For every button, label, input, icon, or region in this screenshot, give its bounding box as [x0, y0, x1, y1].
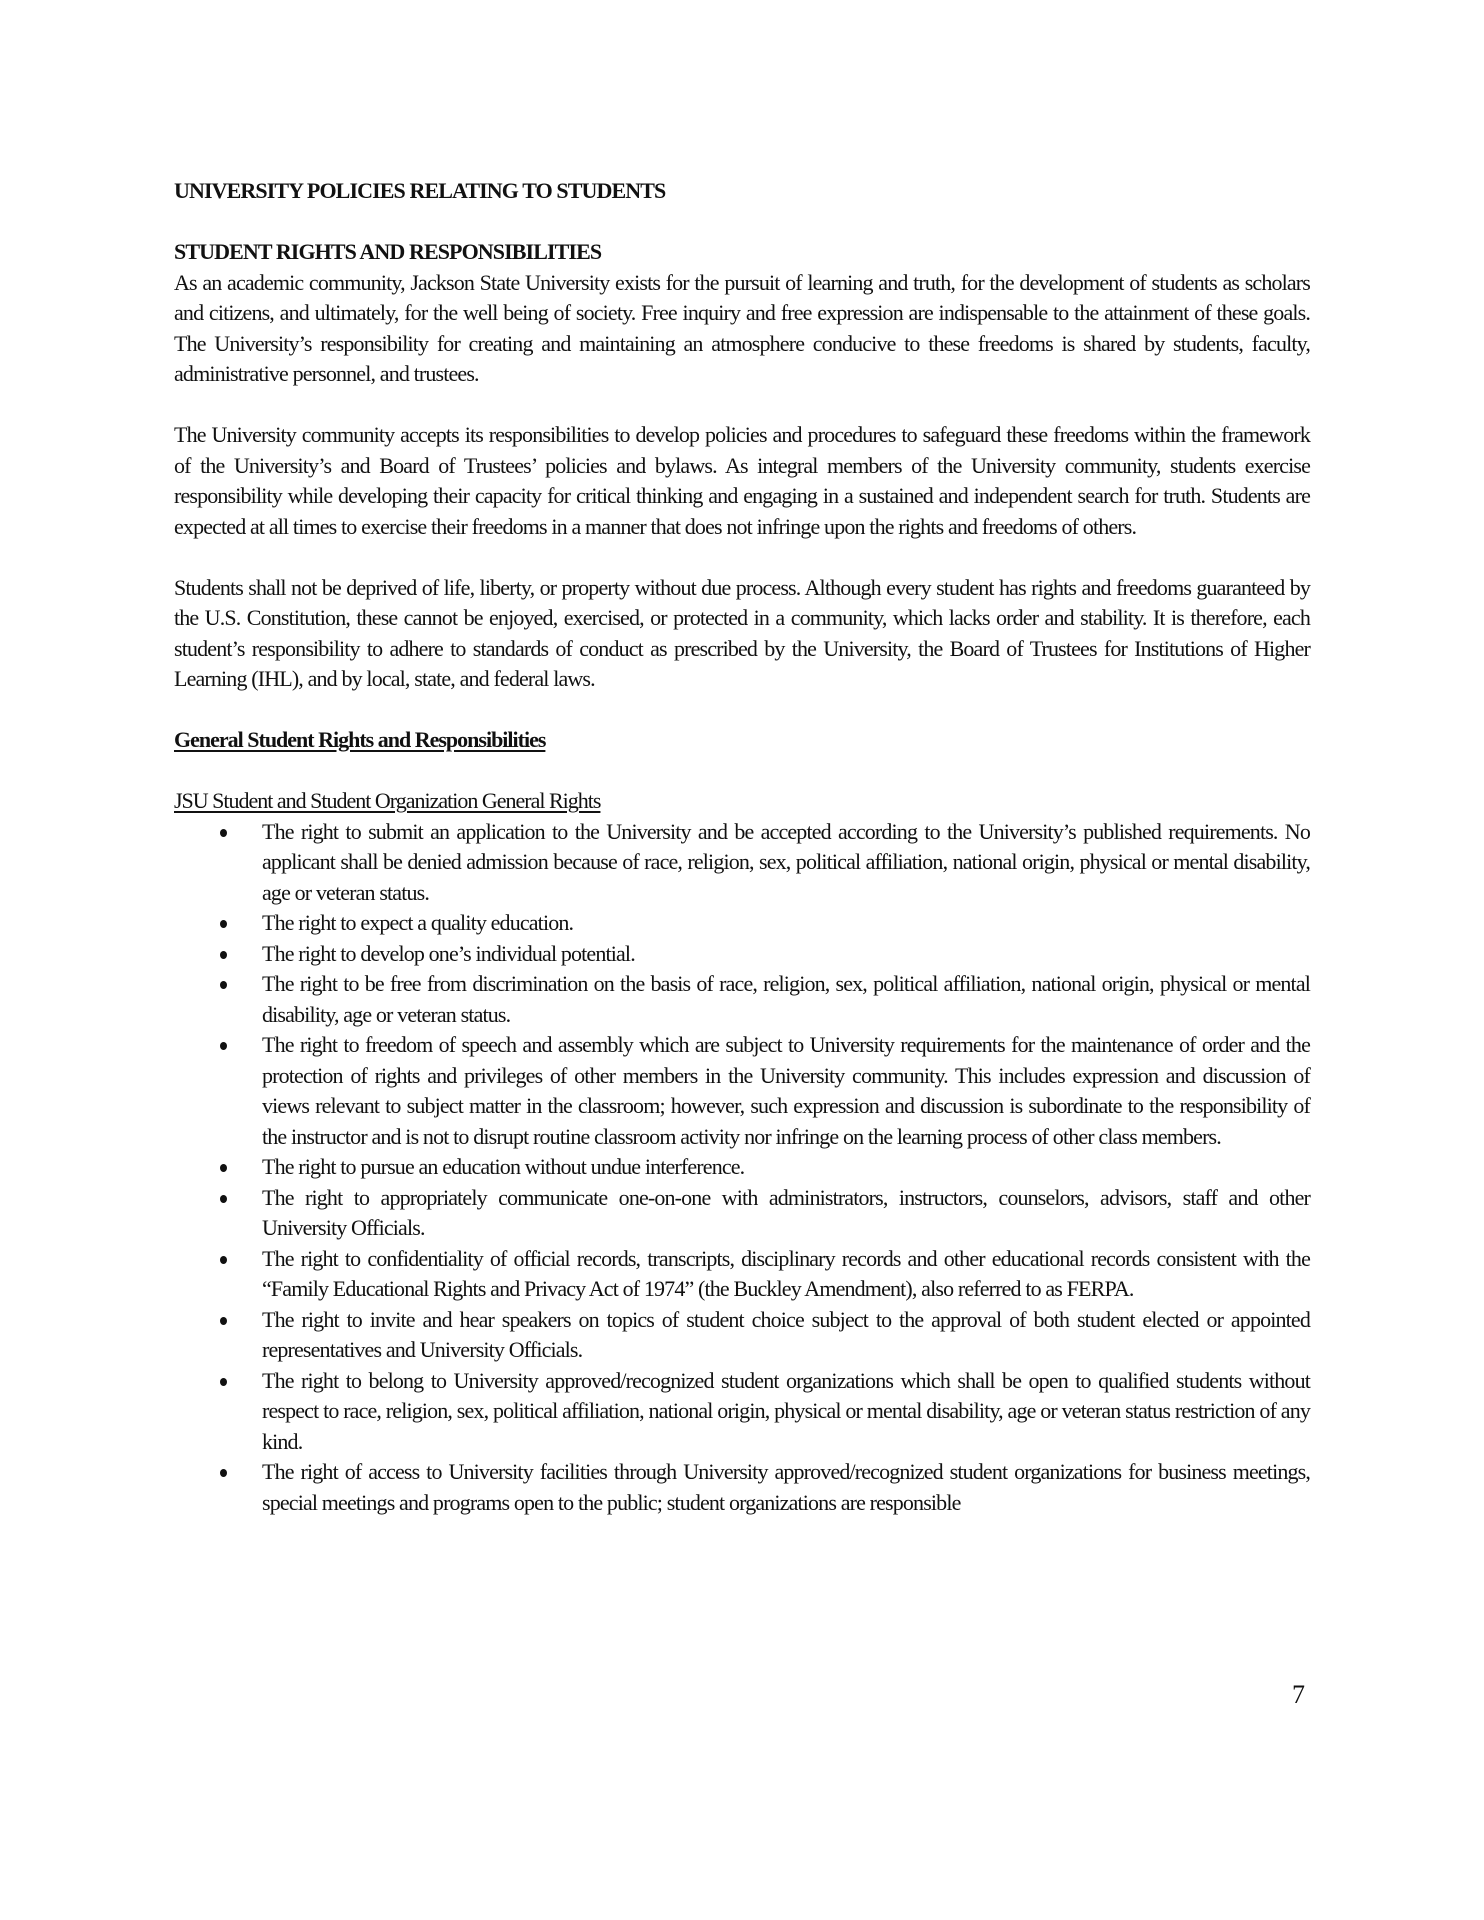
list-item [174, 1366, 1310, 1458]
list-item-text: The right to invite and hear speakers on topics of student choice subject to the approval of both student elected or appointed representatives and University Officials. [262, 1306, 1310, 1362]
paragraph-community-responsibilities: The University community accepts its responsibilities to develop policies and procedures to safeguard these freedoms within the framework of the University’s and Board of Trustees’ policies and bylaws. As integral members of the University community, students exercise responsibility while developing their capacity for critical thinking and engaging in a sustained and independent search for truth. Students are expected at all times to exercise their freedoms in a manner that does not infringe upon the rights and freedoms of others. [174, 422, 1310, 539]
list-item-text: The right to confidentiality of official records, transcripts, disciplinary records and other educational records consistent with the “Family Educational Rights and Privacy Act of 1974” (the Buckley Amendment), also referred to as FERPA. [262, 1245, 1310, 1301]
list-item [174, 1244, 1310, 1305]
list-item [174, 1457, 1310, 1518]
list-item [174, 1152, 1310, 1183]
list-item-text: The right to freedom of speech and assembly which are subject to University requirements for the maintenance of order and the protection of rights and privileges of other members in the University community. This includes expression and discussion of views relevant to subject matter in the classroom; however, such expression and discussion is subordinate to the responsibility of the instructor and is not to disrupt routine classroom activity nor infringe on the learning process of other class members. [262, 1032, 1310, 1149]
list-item-text: The right to develop one’s individual potential. [262, 940, 635, 966]
bullet-icon [220, 981, 227, 989]
list-item [174, 908, 1310, 939]
bullet-icon [220, 1256, 227, 1264]
rights-list [174, 817, 1310, 1519]
rights-list-heading: JSU Student and Student Organization General Rights [174, 788, 601, 813]
bullet-icon [220, 1042, 227, 1050]
page-number: 7 [1292, 1680, 1305, 1709]
bullet-icon [220, 951, 227, 959]
bullet-icon [220, 1317, 227, 1325]
bullet-icon [220, 1378, 227, 1386]
list-item-text: The right to expect a quality education. [262, 910, 574, 935]
list-item-text: The right to pursue an education without undue interference. [262, 1154, 745, 1179]
list-item-text: The right to be free from discrimination on the basis of race, religion, sex, political affiliation, national origin, physical or mental disability, age or veteran status. [262, 971, 1310, 1027]
list-item-text: The right to submit an application to the University and be accepted according to the University’s published requirements. No applicant shall be denied admission because of race, religion, sex, political affiliation, national origin, physical or mental disability, age or veteran status. [262, 818, 1310, 905]
list-item-text: The right to appropriately communicate one-on-one with administrators, instructors, counselors, advisors, staff and other University Officials. [262, 1184, 1310, 1240]
bullet-icon [220, 1469, 227, 1477]
bullet-icon [220, 1195, 227, 1203]
list-item-text: The right to belong to University approved/recognized student organizations which shall be open to qualified students without respect to race, religion, sex, political affiliation, national origin, physical or mental disability, age or veteran status restriction of any kind. [262, 1367, 1310, 1454]
list-item [174, 1030, 1310, 1152]
paragraph-academic-community: As an academic community, Jackson State University exists for the pursuit of learning and truth, for the development of students as scholars and citizens, and ultimately, for the well being of society. Free inquiry and free expression are indispensable to the attainment of these goals. The University’s responsibility for creating and maintaining an atmosphere conducive to these freedoms is shared by students, faculty, administrative personnel, and trustees. [174, 269, 1310, 386]
list-item [174, 817, 1310, 909]
list-item [174, 939, 1310, 970]
list-item-text: The right of access to University facilities through University approved/recognized student organizations for business meetings, special meetings and programs open to the public; student organizations are responsible [262, 1459, 1310, 1515]
list-item [174, 969, 1310, 1030]
section-heading: STUDENT RIGHTS AND RESPONSIBILITIES [174, 239, 602, 264]
document-page [174, 176, 1310, 1518]
bullet-icon [220, 829, 227, 837]
subsection-heading: General Student Rights and Responsibilities [174, 727, 546, 752]
document-title: UNIVERSITY POLICIES RELATING TO STUDENTS [174, 178, 666, 203]
bullet-icon [220, 1164, 227, 1172]
paragraph-due-process: Students shall not be deprived of life, liberty, or property without due process. Although every student has rights and freedoms guaranteed by the U.S. Constitution, these cannot be enjoyed, exercised, or protected in a community, which lacks order and stability. It is therefore, each student’s responsibility to adhere to standards of conduct as prescribed by the University, the Board of Trustees for Institutions of Higher Learning (IHL), and by local, state, and federal laws. [174, 574, 1310, 691]
bullet-icon [220, 920, 227, 928]
list-item [174, 1183, 1310, 1244]
list-item [174, 1305, 1310, 1366]
